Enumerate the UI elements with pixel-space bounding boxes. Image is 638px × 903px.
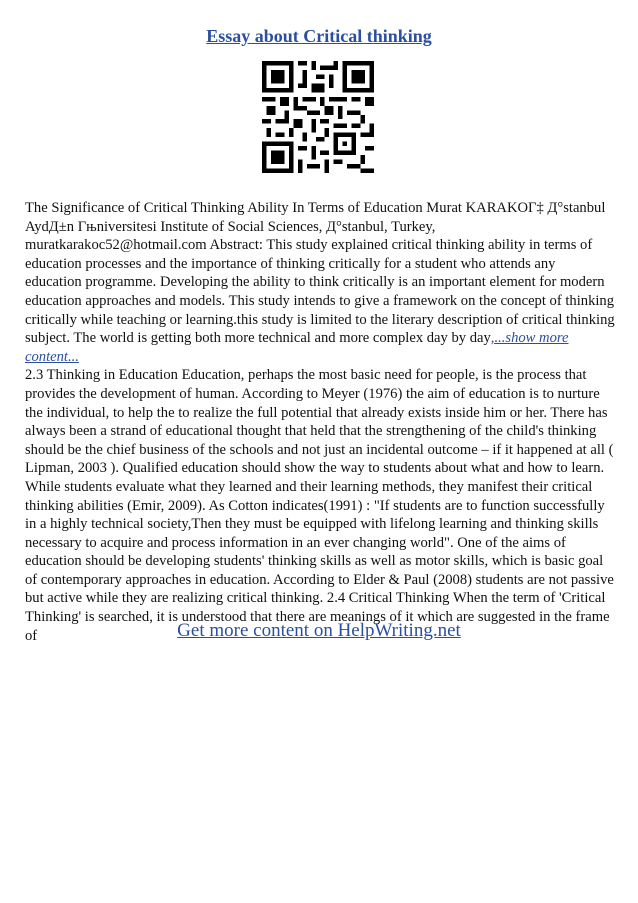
show-more-link[interactable]: ...show more content... bbox=[25, 330, 569, 365]
essay-body bbox=[25, 199, 615, 645]
link-separator: , bbox=[490, 330, 495, 347]
intro-paragraph bbox=[25, 199, 615, 366]
qr-code-icon bbox=[262, 61, 374, 173]
intro-text: The Significance of Critical Thinking Ability In Terms of Education Murat KARAKOГ‡ Д°stanbul AydД±n Гњniversitesi Institute of Social Sciences, Д°stanbul, Turkey, muratkarakoc52@hotmail.com Abstract: This study explained critical thinking ability in terms of education processes and the importance of thinking critically for a student who attends any education programme. Developing the ability to think critically is an important element for modern education approaches and models. This study intends to give a framework on the concept of thinking critically while teaching or learning.this study is limited to the literary description of critical thinking subject. The world is getting both more technical and more complex day by day bbox=[25, 200, 615, 347]
page-title[interactable]: Essay about Critical thinking bbox=[206, 26, 432, 46]
helpwriting-link[interactable]: Get more content on HelpWriting.net bbox=[177, 620, 461, 641]
section-paragraph: 2.3 Thinking in Education Education, perhaps the most basic need for people, is the process that provides the development of human. According to Meyer (1976) the aim of education is to nurture the individual, to help the to realize the full potential that already exists inside him or her. There has always been a strand of educational thought that held that the strengthening of the child's thinking should be the chief business of the schools and not just an incidental outcome – if it happened at all ( Lipman, 2003 ). Qualified education should show the way to students about what and how to learn. While students evaluate what they learned and their learning methods, they manifest their critical thinking abilities (Emir, 2009). As Cotton indicates(1991) : "If students are to function successfully in a highly technical society,Then they must be equipped with lifelong learning and thinking skills necessary to acquire and process information in an ever changing world". One of the aims of education should be developing students' thinking skills as well as motor skills, which is basic goal of contemporary approaches in education. According to Elder & Paul (2008) students are not passive but active while they are realizing critical thinking. 2.4 Critical Thinking When the term of 'Critical Thinking' is searched, it is understood that there are meanings of it which are suggested in the frame of bbox=[25, 367, 614, 644]
